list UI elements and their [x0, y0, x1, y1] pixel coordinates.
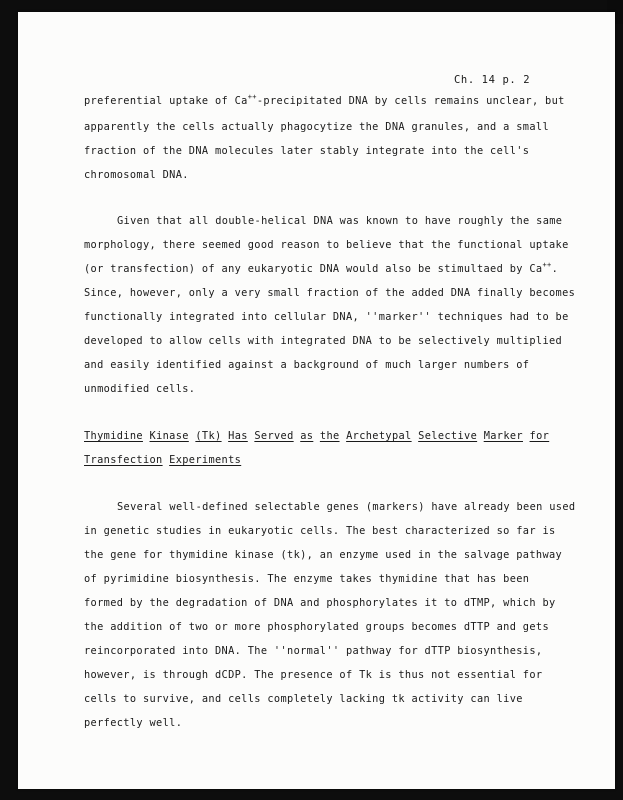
text-line: formed by the degradation of DNA and phosphorylates it to dTMP, which by: [84, 597, 556, 609]
heading-word: Served: [254, 430, 294, 442]
heading-word: Marker: [483, 430, 523, 442]
document-page: [18, 12, 615, 789]
text-line: however, is through dCDP. The presence of Tk is thus not essential for: [84, 669, 543, 681]
text-line: apparently the cells actually phagocytize the DNA granules, and a small: [84, 121, 549, 133]
text-line: developed to allow cells with integrated DNA to be selectively multiplied: [84, 335, 563, 347]
text-line: Given that all double-helical DNA was known to have roughly the same: [117, 215, 563, 227]
text-line: Several well-defined selectable genes (markers) have already been used: [117, 501, 576, 513]
text-line: chromosomal DNA.: [84, 169, 189, 181]
text-run: preferential uptake of Ca: [84, 95, 248, 107]
text-run: .: [551, 263, 559, 275]
text-line: the addition of two or more phosphorylated groups becomes dTTP and gets: [84, 621, 549, 633]
text-line: [84, 263, 558, 275]
heading-word: as: [300, 430, 314, 442]
text-line: the gene for thymidine kinase (tk), an enzyme used in the salvage pathway: [84, 549, 563, 561]
heading-word: (Tk): [195, 430, 222, 442]
heading-word: the: [319, 430, 340, 442]
text-run: (or transfection) of any eukaryotic DNA would also be stimultaed by Ca: [84, 263, 543, 275]
heading-word: Archetypal: [346, 430, 412, 442]
heading-word: Selective: [418, 430, 478, 442]
text-line: in genetic studies in eukaryotic cells. The best characterized so far is: [84, 525, 556, 537]
heading-word: for: [529, 430, 550, 442]
section-heading: [84, 430, 549, 442]
text-run: -precipitated DNA by cells remains unclear, but: [256, 95, 565, 107]
heading-word: Experiments: [169, 454, 242, 466]
page-header: Ch. 14 p. 2: [454, 74, 531, 86]
heading-word: Transfection: [84, 454, 163, 466]
heading-word: Has: [228, 430, 248, 442]
text-line: unmodified cells.: [84, 383, 196, 395]
text-line: functionally integrated into cellular DNA, ''marker'' techniques had to be: [84, 311, 569, 323]
text-line: [84, 95, 565, 107]
text-line: fraction of the DNA molecules later stably integrate into the cell's: [84, 145, 530, 157]
text-line: of pyrimidine biosynthesis. The enzyme takes thymidine that has been: [84, 573, 530, 585]
section-heading-line-2: [84, 454, 241, 466]
heading-word: Kinase: [149, 430, 189, 442]
text-line: Since, however, only a very small fraction of the added DNA finally becomes: [84, 287, 576, 299]
text-line: and easily identified against a background of much larger numbers of: [84, 359, 530, 371]
superscript: ++: [542, 261, 552, 269]
text-line: reincorporated into DNA. The ''normal'' pathway for dTTP biosynthesis,: [84, 645, 543, 657]
text-line: cells to survive, and cells completely lacking tk activity can live: [84, 693, 523, 705]
superscript: ++: [247, 93, 257, 101]
heading-word: Thymidine: [84, 430, 143, 442]
text-line: perfectly well.: [84, 717, 183, 729]
text-line: morphology, there seemed good reason to believe that the functional uptake: [84, 239, 569, 251]
